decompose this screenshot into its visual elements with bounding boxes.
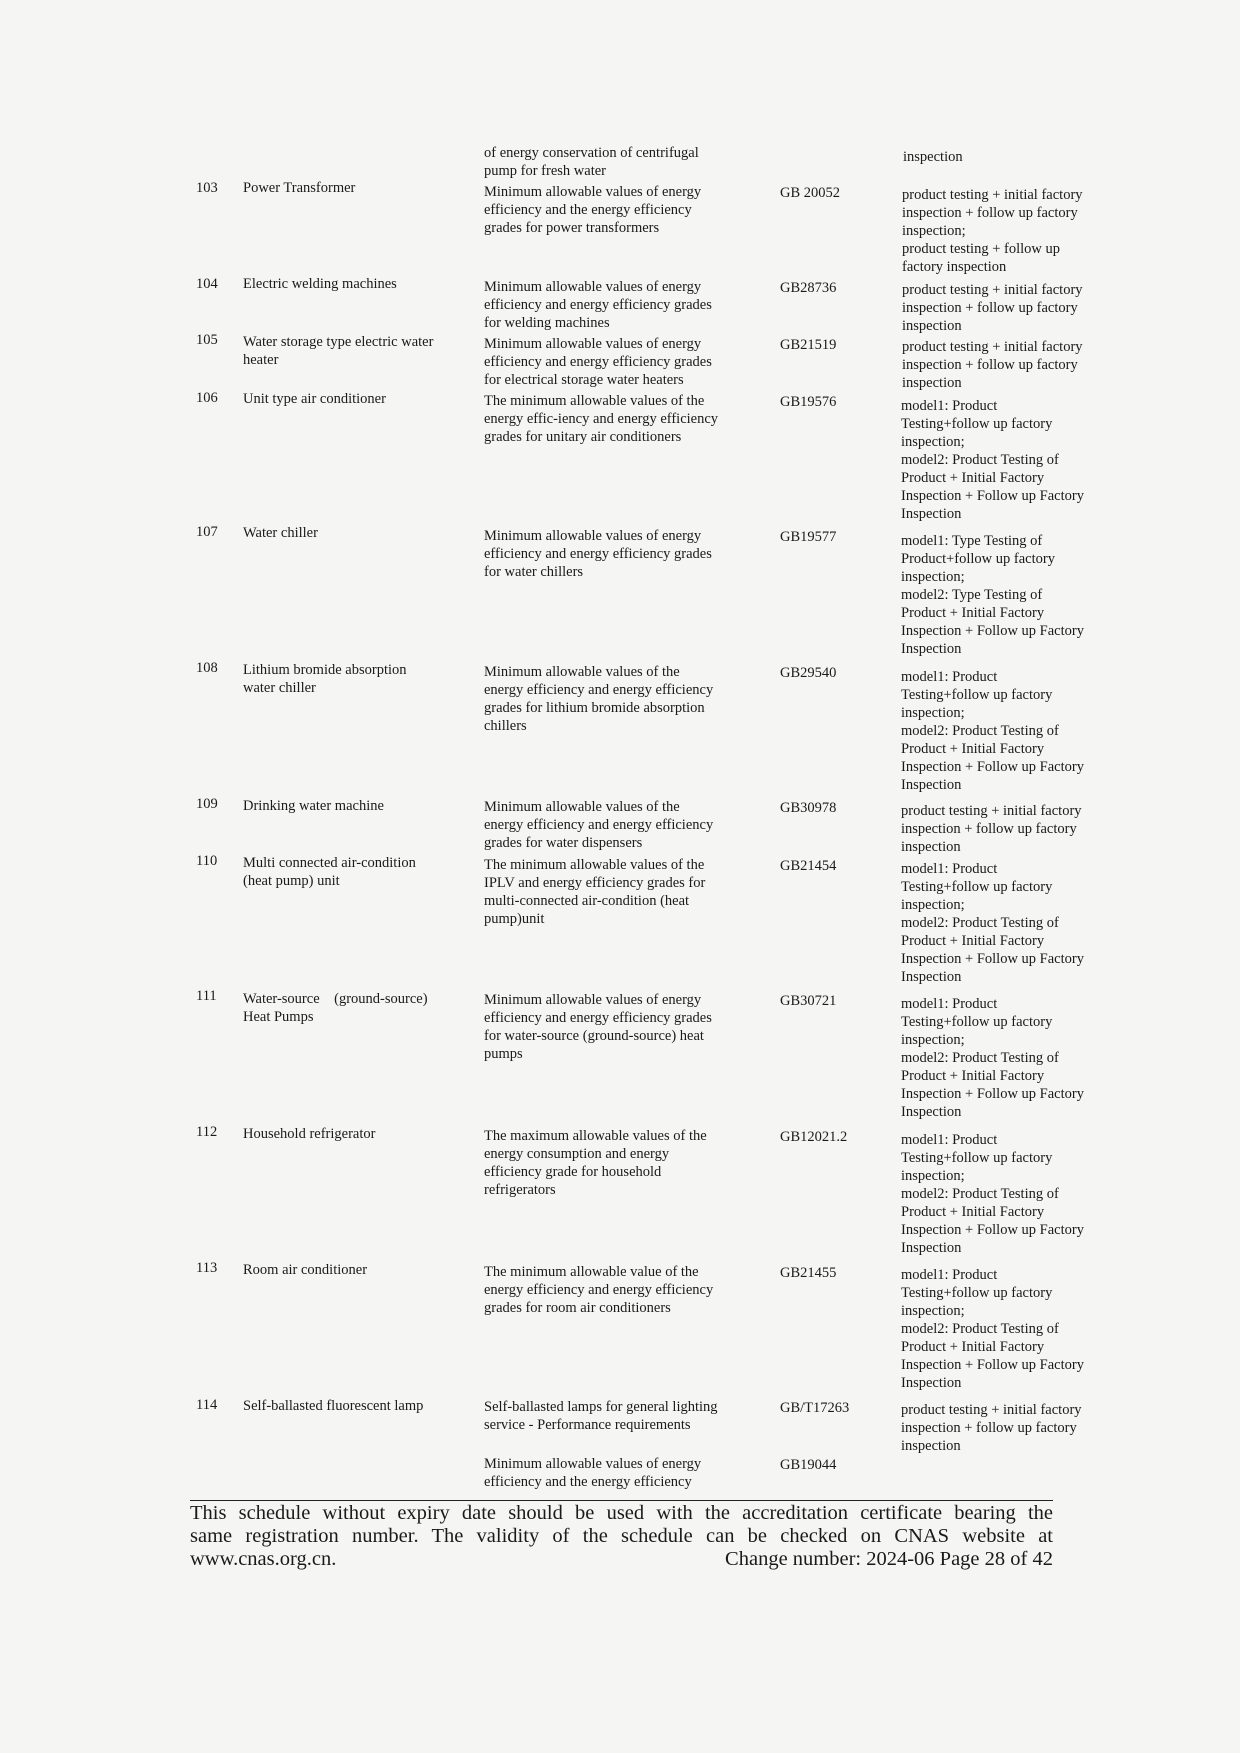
row-desc: of energy conservation of centrifugal pump for fresh water (484, 145, 699, 179)
row-method: product testing + initial factory inspection + follow up factory inspection (901, 803, 1082, 855)
row-desc: Minimum allowable values of energy efficiency and energy efficiency grades for welding machines (484, 279, 712, 331)
row-method: model1: Product Testing+follow up factory inspection; model2: Product Testing of Product + Initial Factory Inspection + Follow up Factory Inspection (901, 398, 1084, 522)
row-method: product testing + initial factory inspection + follow up factory inspection (902, 282, 1083, 334)
row-method: model1: Product Testing+follow up factory inspection; model2: Product Testing of Product + Initial Factory Inspection + Follow up Factory Inspection (901, 669, 1084, 793)
row-standard: GB19577 (780, 529, 837, 545)
row-product: Room air conditioner (243, 1262, 368, 1278)
row-standard: GB19576 (780, 394, 837, 410)
row-method: inspection (903, 149, 963, 165)
row-method: product testing + initial factory inspection + follow up factory inspection; product testing + follow up factory inspection (902, 187, 1083, 275)
row-number: 113 (196, 1260, 218, 1276)
row-product: Multi connected air-condition (heat pump) unit (243, 855, 416, 889)
row-method: model1: Product Testing+follow up factory inspection; model2: Product Testing of Product + Initial Factory Inspection + Follow up Factory Inspection (901, 861, 1084, 985)
row-desc: Minimum allowable values of the energy efficiency and energy efficiency grades for water dispensers (484, 799, 714, 851)
row-product: Water storage type electric water heater (243, 334, 434, 368)
row-method: product testing + initial factory inspection + follow up factory inspection (901, 1402, 1082, 1454)
row-desc: Minimum allowable values of the energy efficiency and energy efficiency grades for lithium bromide absorption chillers (484, 664, 714, 734)
row-number: 114 (196, 1397, 218, 1413)
row-desc: Minimum allowable values of energy efficiency and energy efficiency grades for water chillers (484, 528, 712, 580)
row-number: 111 (196, 988, 217, 1004)
row-standard: GB30721 (780, 993, 837, 1009)
row-standard: GB29540 (780, 665, 837, 681)
row-number: 105 (196, 332, 218, 348)
row-desc: Minimum allowable values of energy efficiency and energy efficiency grades for water-source (ground-source) heat pumps (484, 992, 712, 1062)
row-product: Lithium bromide absorption water chiller (243, 662, 407, 696)
row-desc: Self-ballasted lamps for general lighting service - Performance requirements (484, 1399, 718, 1433)
footer-line: This schedule without expiry date should be used with the accreditation certificate bearing the (190, 1502, 1053, 1524)
row-desc: The maximum allowable values of the energy consumption and energy efficiency grade for household refrigerators (484, 1128, 707, 1198)
row-standard: GB21455 (780, 1265, 837, 1281)
row-standard: GB19044 (780, 1457, 837, 1473)
row-product: Self-ballasted fluorescent lamp (243, 1398, 424, 1414)
footer-divider (190, 1500, 1053, 1501)
row-number: 108 (196, 660, 218, 676)
row-number: 106 (196, 390, 218, 406)
row-product: Water-source (ground-source) Heat Pumps (243, 991, 428, 1025)
change-number: Change number: 2024-06 Page 28 of 42 (725, 1548, 1053, 1570)
row-standard: GB12021.2 (780, 1129, 848, 1145)
row-number: 110 (196, 853, 218, 869)
footer (190, 1502, 1053, 1571)
row-standard: GB30978 (780, 800, 837, 816)
row-product: Household refrigerator (243, 1126, 376, 1142)
row-standard: GB21454 (780, 858, 837, 874)
row-method: model1: Product Testing+follow up factory inspection; model2: Product Testing of Product + Initial Factory Inspection + Follow up Factory Inspection (901, 1267, 1084, 1391)
row-method: model1: Type Testing of Product+follow up factory inspection; model2: Type Testing of Product + Initial Factory Inspection + Follow up Factory Inspection (901, 533, 1084, 657)
row-product: Electric welding machines (243, 276, 397, 292)
row-number: 112 (196, 1124, 218, 1140)
cnas-website-link[interactable]: www.cnas.org.cn. (190, 1548, 337, 1570)
row-product: Power Transformer (243, 180, 356, 196)
row-desc: Minimum allowable values of energy efficiency and energy efficiency grades for electrical storage water heaters (484, 336, 712, 388)
row-product: Drinking water machine (243, 798, 384, 814)
row-desc: Minimum allowable values of energy efficiency and the energy efficiency (484, 1456, 702, 1490)
row-number: 103 (196, 180, 218, 196)
row-desc: The minimum allowable values of the IPLV and energy efficiency grades for multi-connected air-condition (heat pump)unit (484, 857, 706, 927)
footer-line (190, 1548, 1053, 1571)
row-standard: GB 20052 (780, 185, 841, 201)
row-standard: GB28736 (780, 280, 837, 296)
row-product: Unit type air conditioner (243, 391, 386, 407)
row-standard: GB/T17263 (780, 1400, 850, 1416)
row-desc: Minimum allowable values of energy efficiency and the energy efficiency grades for power transformers (484, 184, 702, 236)
row-number: 107 (196, 524, 218, 540)
row-number: 109 (196, 796, 218, 812)
row-method: model1: Product Testing+follow up factory inspection; model2: Product Testing of Product + Initial Factory Inspection + Follow up Factory Inspection (901, 996, 1084, 1120)
row-method: product testing + initial factory inspection + follow up factory inspection (902, 339, 1083, 391)
row-method: model1: Product Testing+follow up factory inspection; model2: Product Testing of Product + Initial Factory Inspection + Follow up Factory Inspection (901, 1132, 1084, 1256)
row-desc: The minimum allowable values of the energy effic-iency and energy efficiency grades for unitary air conditioners (484, 393, 719, 445)
row-desc: The minimum allowable value of the energy efficiency and energy efficiency grades for room air conditioners (484, 1264, 714, 1316)
footer-line: same registration number. The validity of the schedule can be checked on CNAS website at (190, 1525, 1053, 1547)
row-number: 104 (196, 276, 218, 292)
row-standard: GB21519 (780, 337, 837, 353)
row-product: Water chiller (243, 525, 318, 541)
